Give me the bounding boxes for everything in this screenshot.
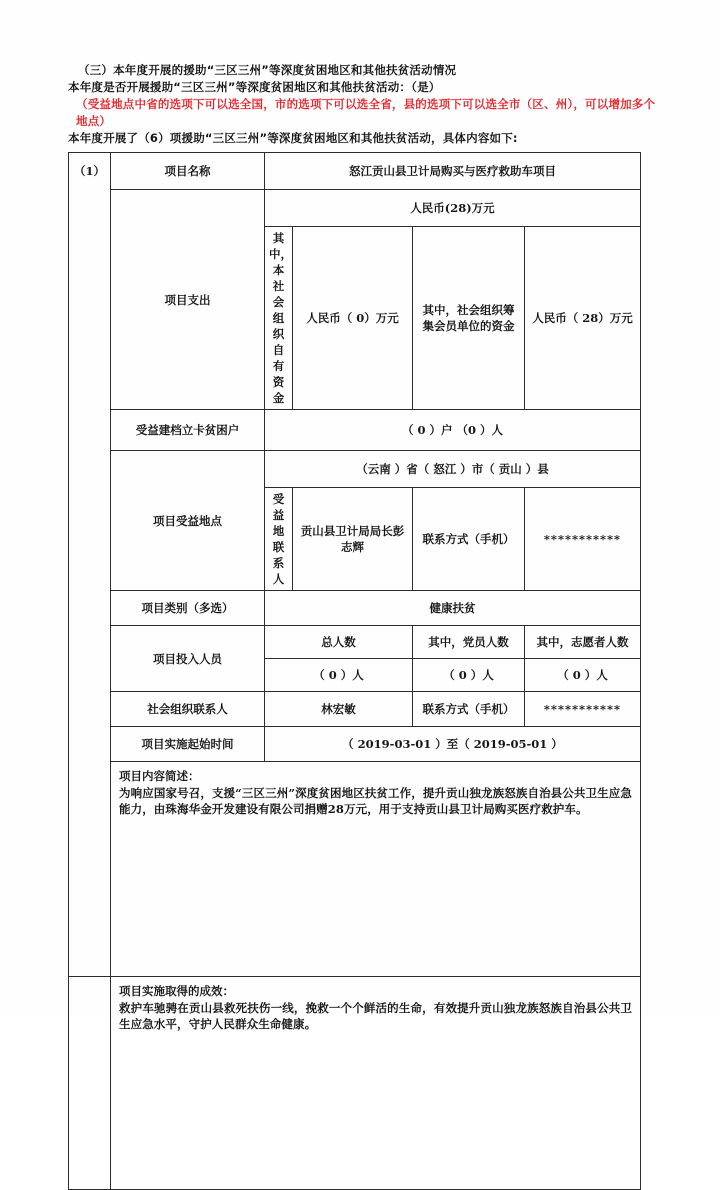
value-staff-volunteer: （ 0 ）人 bbox=[525, 659, 641, 692]
project-summary-cell bbox=[111, 762, 641, 977]
label-project-staff: 项目投入人员 bbox=[111, 626, 265, 692]
entry-index-label: （1） bbox=[73, 164, 105, 178]
table-row-result bbox=[69, 977, 641, 1190]
value-org-phone: *********** bbox=[525, 692, 641, 727]
value-expense-total: 人民币(28)万元 bbox=[265, 190, 641, 227]
red-instruction-note: （受益地点中省的选项下可以选全国，市的选项下可以选全省，县的选项下可以选全市（区、州），可以增加多个地点） bbox=[76, 97, 656, 128]
project-result-cell bbox=[111, 977, 641, 1190]
table-row-project-name bbox=[69, 153, 641, 190]
table-row-staff-headers bbox=[69, 626, 641, 659]
label-project-location: 项目受益地点 bbox=[111, 451, 265, 591]
value-poor-household: （ 0 ）户 （0 ）人 bbox=[265, 410, 641, 451]
table-row-poor-household bbox=[69, 410, 641, 451]
table-row-category bbox=[69, 591, 641, 626]
label-location-contact: 受益地联系人 bbox=[265, 488, 293, 591]
label-project-period: 项目实施起始时间 bbox=[111, 727, 265, 762]
activity-count-line: 本年度开展了（6）项援助“三区三州”等深度贫困地区和其他扶贫活动，具体内容如下: bbox=[68, 131, 518, 145]
section-heading: （三）本年度开展的援助“三区三州”等深度贫困地区和其他扶贫活动情况 bbox=[78, 63, 457, 77]
activity-form-table bbox=[68, 152, 641, 1190]
project-result-title: 项目实施取得的成效： bbox=[119, 984, 234, 998]
table-row-summary bbox=[69, 762, 641, 977]
label-location-phone: 联系方式（手机） bbox=[413, 488, 525, 591]
value-staff-total: （ 0 ）人 bbox=[265, 659, 413, 692]
value-project-name: 怒江贡山县卫计局购买与医疗救助车项目 bbox=[265, 153, 641, 190]
label-staff-party: 其中，党员人数 bbox=[413, 626, 525, 659]
entry-index-spacer bbox=[69, 977, 111, 1190]
table-row-org-contact bbox=[69, 692, 641, 727]
value-location-phone: *********** bbox=[525, 488, 641, 591]
label-project-name: 项目名称 bbox=[111, 153, 265, 190]
label-org-phone: 联系方式（手机） bbox=[413, 692, 525, 727]
label-staff-volunteer: 其中，志愿者人数 bbox=[525, 626, 641, 659]
entry-index-cell bbox=[69, 153, 111, 977]
value-org-contact: 林宏敏 bbox=[265, 692, 413, 727]
value-project-location: （云南 ）省（ 怒江 ）市（ 贡山 ）县 bbox=[265, 451, 641, 488]
heading-block bbox=[68, 62, 668, 147]
value-expense-raised: 人民币（ 28）万元 bbox=[525, 227, 641, 410]
label-project-expense: 项目支出 bbox=[111, 190, 265, 410]
value-project-category: 健康扶贫 bbox=[265, 591, 641, 626]
project-result-body: 救护车驰骋在贡山县救死扶伤一线，挽救一个个鲜活的生命，有效提升贡山独龙族怒族自治县公共卫生应急水平，守护人民群众生命健康。 bbox=[119, 1001, 632, 1031]
activity-question-line: 本年度是否开展援助“三区三州”等深度贫困地区和其他扶贫活动：（是） bbox=[68, 80, 441, 94]
table-row-location-value bbox=[69, 451, 641, 488]
activity-table-wrap bbox=[68, 152, 640, 1190]
label-expense-own: 其中，本社会组织自有资金 bbox=[265, 227, 293, 410]
project-summary-title: 项目内容简述： bbox=[119, 769, 200, 783]
project-summary-body: 为响应国家号召，支援“三区三州”深度贫困地区扶贫工作，提升贡山独龙族怒族自治县公共卫生应急能力，由珠海华金开发建设有限公司捐赠28万元，用于支持贡山县卫计局购买医疗救护车。 bbox=[119, 786, 632, 816]
value-expense-own: 人民币（ 0）万元 bbox=[293, 227, 413, 410]
label-org-contact: 社会组织联系人 bbox=[111, 692, 265, 727]
label-staff-total: 总人数 bbox=[265, 626, 413, 659]
label-project-category: 项目类别（多选） bbox=[111, 591, 265, 626]
value-project-period: （ 2019-03-01 ）至（ 2019-05-01 ） bbox=[265, 727, 641, 762]
label-poor-household: 受益建档立卡贫困户 bbox=[111, 410, 265, 451]
table-row-expense-total bbox=[69, 190, 641, 227]
table-row-period bbox=[69, 727, 641, 762]
label-expense-raised: 其中，社会组织筹集会员单位的资金 bbox=[413, 227, 525, 410]
value-staff-party: （ 0 ）人 bbox=[413, 659, 525, 692]
value-location-contact: 贡山县卫计局局长彭志辉 bbox=[293, 488, 413, 591]
